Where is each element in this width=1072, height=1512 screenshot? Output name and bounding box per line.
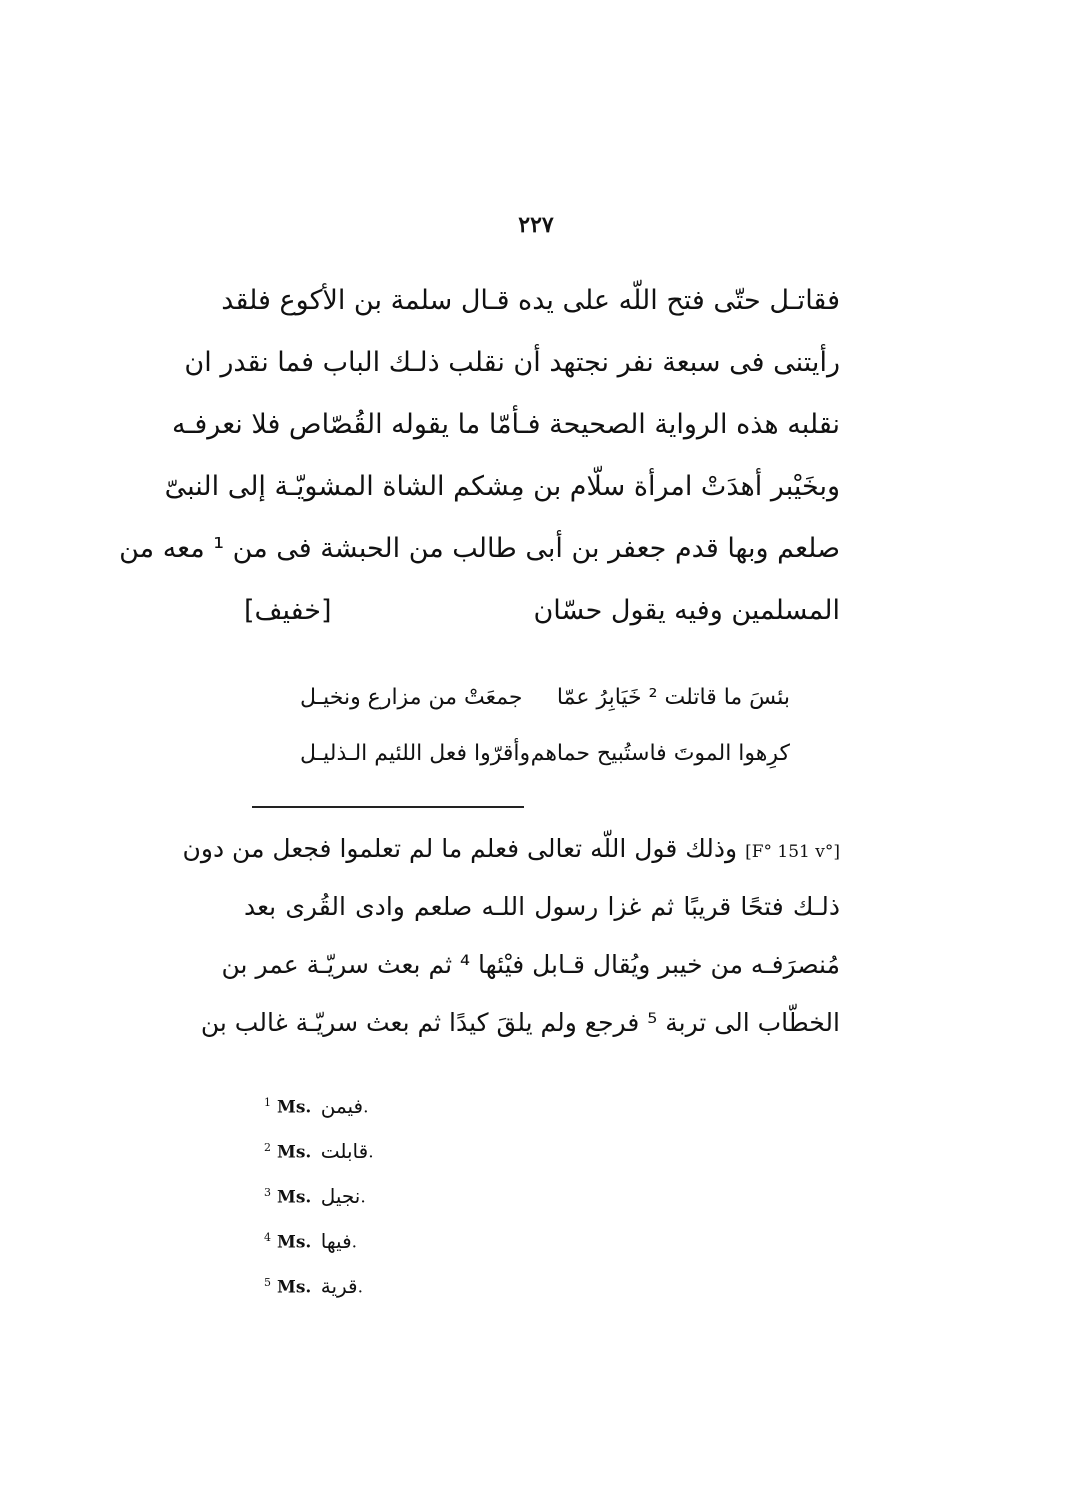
- footnote-mark: 1: [264, 1096, 271, 1109]
- footnote: [264, 1223, 564, 1268]
- text-line-content: وذلك قول اللّه تعالى فعلم ما لم تعلموا فجعل من دون: [182, 834, 738, 863]
- footnote-end: .: [357, 1277, 364, 1298]
- poem: [300, 670, 790, 782]
- footnote-end: .: [368, 1142, 374, 1163]
- footnote: [264, 1178, 564, 1223]
- continuation-text: [182, 820, 840, 1052]
- folio-reference: [F° 151 v°]: [745, 842, 840, 862]
- text-line: رأيتنى فى سبعة نفر نجتهد أن نقلب ذلـك الباب فما نقدر ان: [184, 347, 840, 378]
- text-line: الخطّاب الى تربة ⁵ فرجع ولم يلقَ كيدًا ثم بعث سريّـة غالب بن: [200, 1008, 840, 1037]
- divider-rule: [252, 806, 524, 808]
- footnote-label: Ms.: [277, 1097, 312, 1118]
- verse-second-hemistich: وأقرّوا فعل اللئيم الـذليـل: [300, 741, 531, 766]
- footnote-end: .: [363, 1097, 369, 1118]
- footnote-label: Ms.: [277, 1187, 312, 1208]
- footnote-reading: فيها: [320, 1228, 352, 1253]
- footnote: [264, 1268, 564, 1313]
- text-line: فقاتـل حتّى فتح اللّه على يده قـال سلمة بن الأكوع فلقد: [221, 285, 840, 316]
- footnotes: [264, 1088, 564, 1313]
- text-line: صلعم وبها قدم جعفر بن أبى طالب من الحبشة فى من ¹ معه من: [119, 533, 840, 564]
- text-line: نقلبه هذه الرواية الصحيحة فـأمّا ما يقوله القُصّاص فلا نعرفـه: [172, 409, 840, 440]
- footnote-label: Ms.: [277, 1232, 312, 1253]
- footnote-label: Ms.: [277, 1277, 312, 1298]
- verse: [300, 726, 790, 782]
- footnote-mark: 3: [264, 1186, 271, 1199]
- verse: [300, 670, 790, 726]
- text-line: ذلـك فتحًا قريبًا ثم غزا رسول اللـه صلعم وادى القُرى بعد: [244, 892, 840, 921]
- text-line: مُنصرَفـه من خيبر ويُقال قـابل فيْئها ⁴ ثم بعث سريّـة عمر بن: [221, 950, 840, 979]
- text-line-last: [244, 580, 840, 642]
- meter-label: [خفيف]: [244, 595, 332, 626]
- verse-first-hemistich: كرِهوا الموتَ فاستُبيح حماهم: [530, 741, 790, 766]
- footnote: [264, 1088, 564, 1133]
- footnote-reading: قرية: [320, 1273, 358, 1298]
- footnote-reading: نجيل: [320, 1183, 361, 1208]
- footnote-label: Ms.: [277, 1142, 312, 1163]
- footnote-mark: 4: [264, 1231, 271, 1244]
- footnote-mark: 5: [264, 1276, 271, 1289]
- footnote-reading: فيمن: [320, 1093, 364, 1118]
- text-line-content: المسلمين وفيه يقول حسّان: [533, 595, 840, 626]
- footnote-end: .: [360, 1187, 366, 1208]
- footnote: [264, 1133, 564, 1178]
- text-line: وبخَيْبر أهدَتْ امرأة سلّام بن مِشكم الشاة المشويّـة إلى النبىّ: [164, 471, 840, 502]
- verse-first-hemistich: بئسَ ما قاتلت ² خَيَابِرُ عمّا: [556, 685, 790, 710]
- main-text: [119, 270, 840, 642]
- text-line: [182, 820, 840, 878]
- verse-second-hemistich: جمعَتْ من مزارع ونخيـل: [300, 685, 523, 710]
- page-number: ٢٢٧: [518, 212, 554, 238]
- footnote-reading: قابلت: [320, 1138, 369, 1163]
- footnote-end: .: [351, 1232, 358, 1253]
- footnote-mark: 2: [264, 1141, 271, 1154]
